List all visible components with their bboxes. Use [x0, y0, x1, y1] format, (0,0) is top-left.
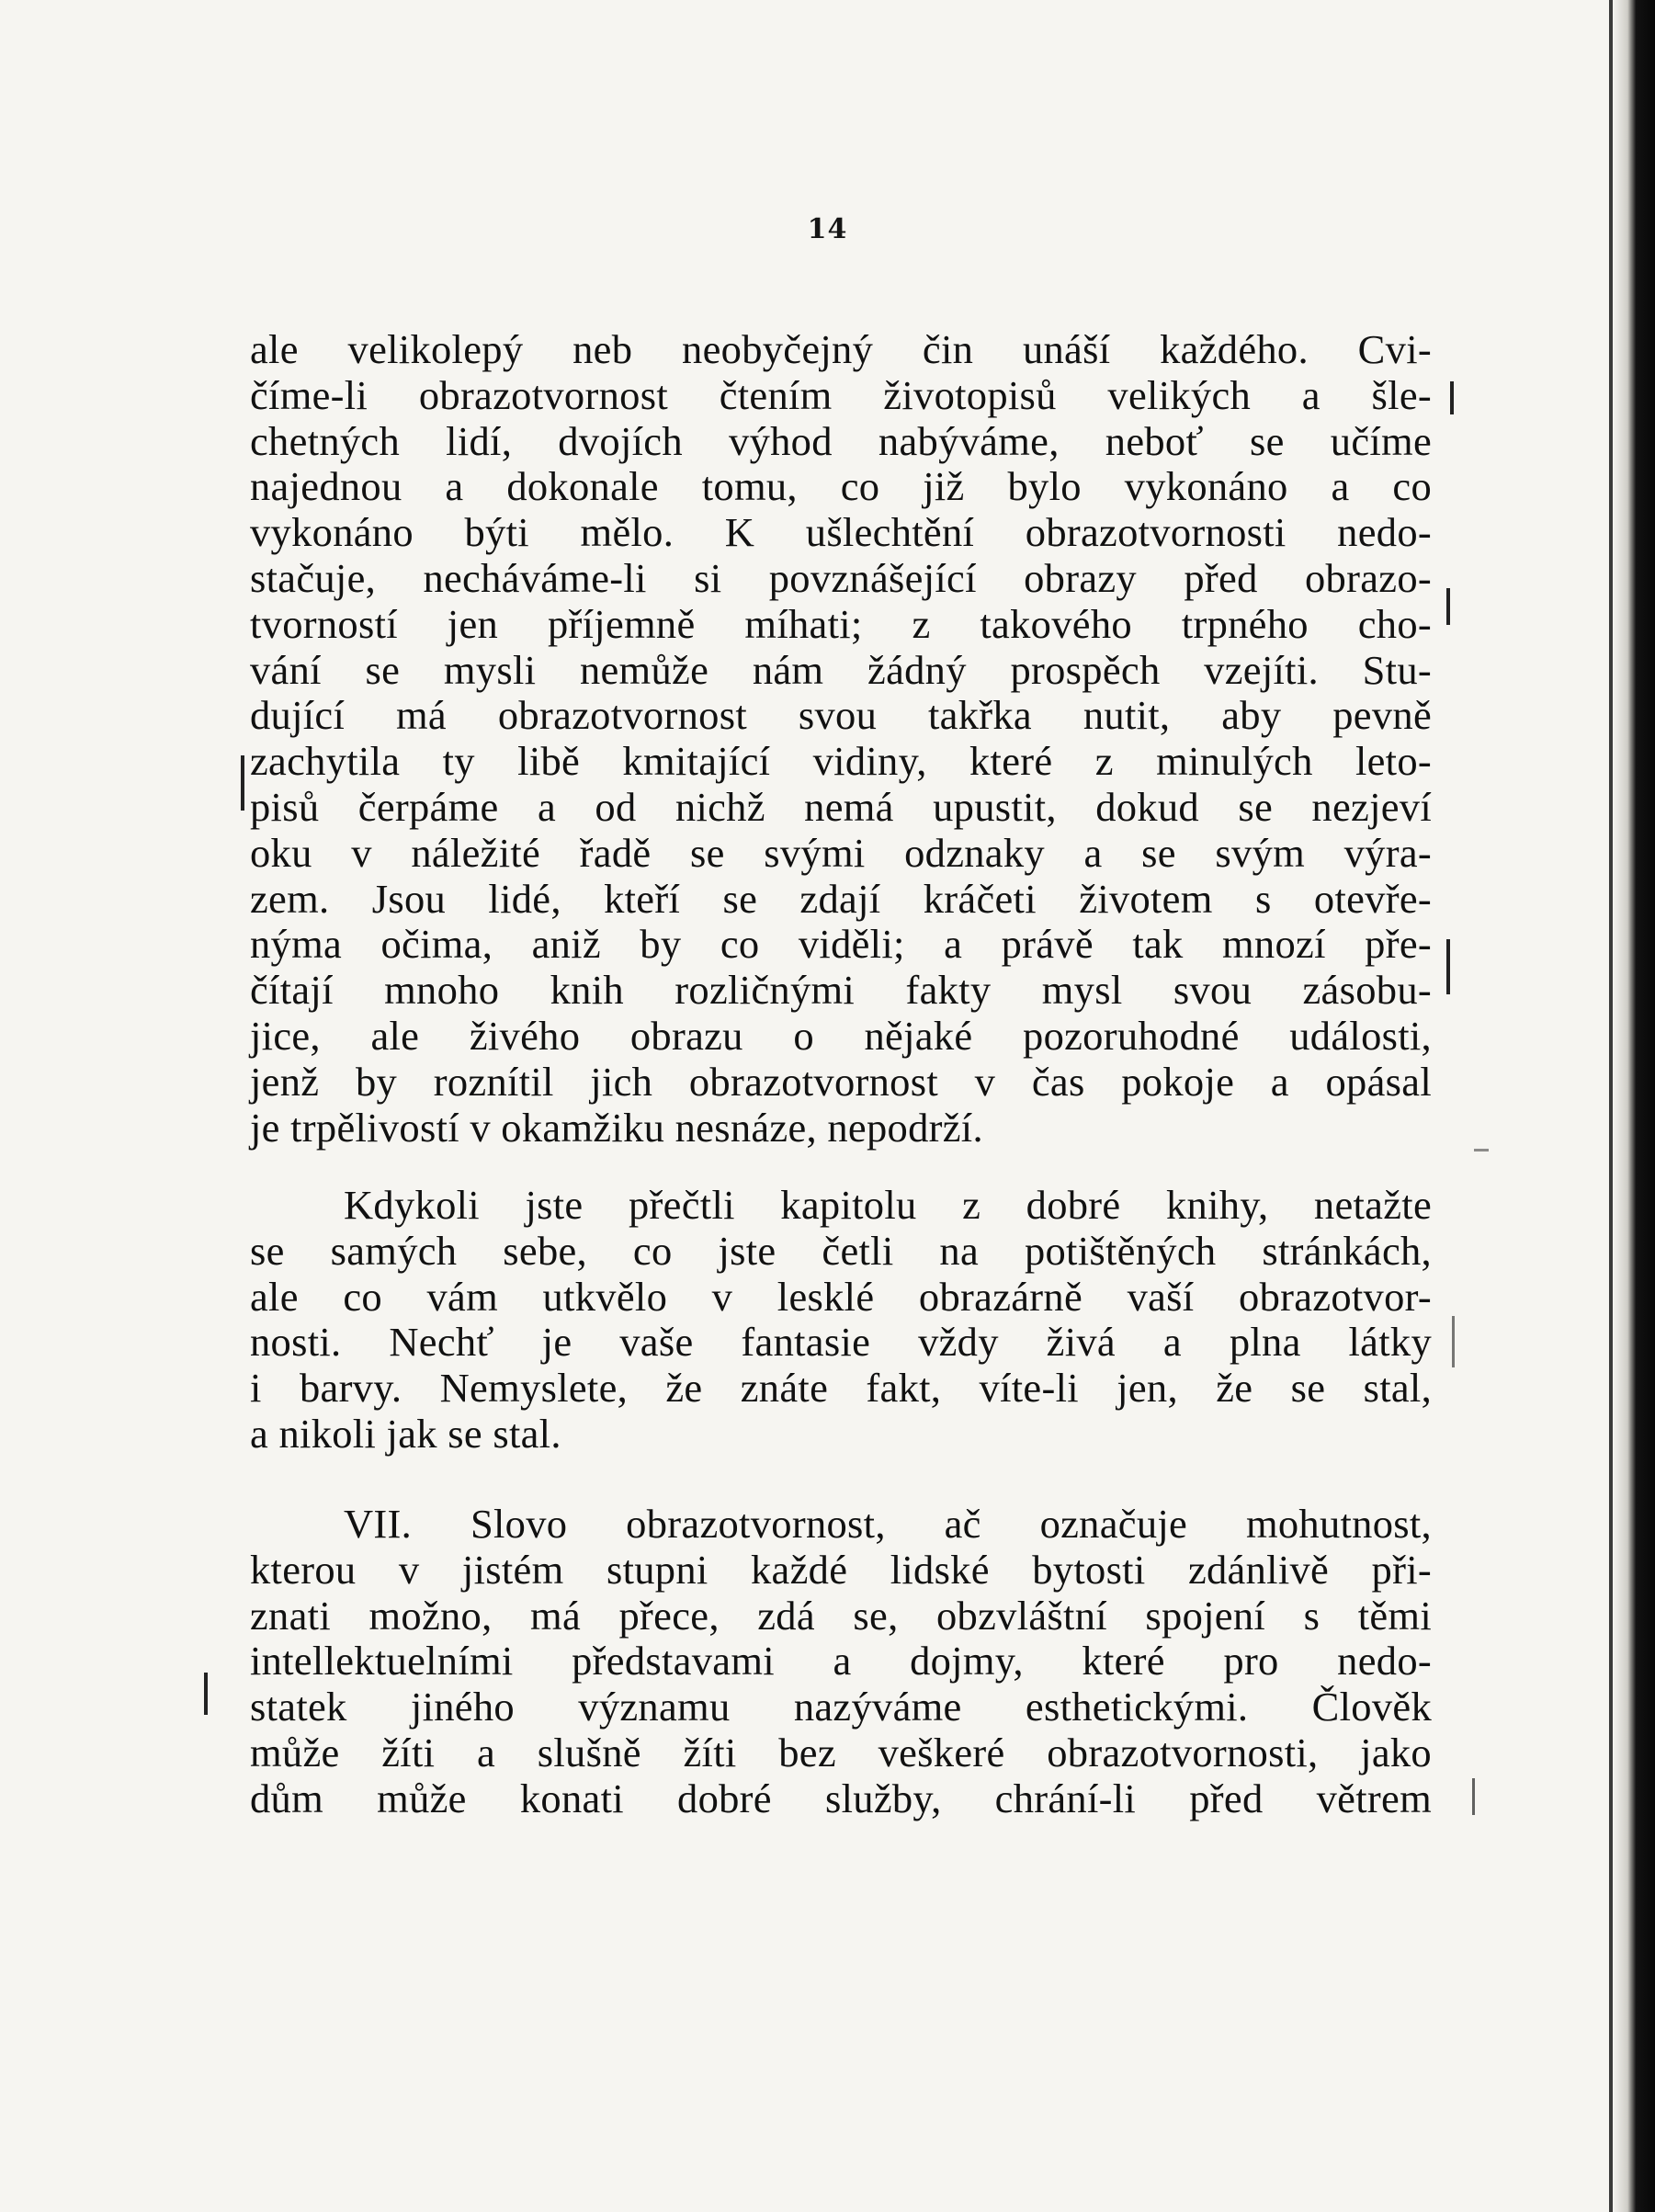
text-line: ale co vám utkvělo v lesklé obrazárně vaší obrazotvor-	[250, 1273, 1432, 1320]
scan-edge-shadow	[1613, 0, 1655, 2212]
margin-mark	[1446, 588, 1450, 625]
margin-mark	[1472, 1778, 1475, 1815]
text-line: intellektuelními představami a dojmy, které pro nedo-	[250, 1638, 1432, 1685]
text-line: statek jiného významu nazýváme esthetickými. Člověk	[250, 1684, 1432, 1730]
text-line: nosti. Nechť je vaše fantasie vždy živá a plna látky	[250, 1319, 1432, 1366]
paragraph-1	[250, 327, 1432, 1151]
text-line: dující má obrazotvornost svou takřka nutit, aby pevně	[250, 692, 1432, 739]
text-line: ale velikolepý neb neobyčejný čin unáší každého. Cvi-	[250, 326, 1432, 372]
text-line: vykonáno býti mělo. K ušlechtění obrazotvornosti nedo-	[250, 509, 1432, 556]
text-line: Kdykoli jste přečtli kapitolu z dobré knihy, netažte	[344, 1182, 1432, 1228]
text-line: vání se mysli nemůže nám žádný prospěch vzejíti. Stu-	[250, 646, 1432, 693]
text-line: chetných lidí, dvojích výhod nabýváme, neboť se učíme	[250, 417, 1432, 464]
text-line: může žíti a slušně žíti bez veškeré obrazotvornosti, jako	[250, 1729, 1432, 1775]
text-line: oku v náležité řadě se svými odznaky a se svým výra-	[250, 829, 1432, 876]
text-line: číme-li obrazotvornost čtením životopisů velikých a šle-	[250, 371, 1432, 418]
margin-mark	[1446, 939, 1450, 994]
text-line: jice, ale živého obrazu o nějaké pozoruhodné události,	[250, 1012, 1432, 1059]
paragraph-2	[250, 1183, 1432, 1458]
text-line: VII. Slovo obrazotvornost, ač označuje mohutnost,	[344, 1501, 1432, 1547]
margin-mark	[1474, 1149, 1489, 1151]
text-line: zem. Jsou lidé, kteří se zdají kráčeti životem s otevře-	[250, 875, 1432, 922]
text-line: nýma očima, aniž by co viděli; a právě tak mnozí pře-	[250, 921, 1432, 968]
text-line: pisů čerpáme a od nichž nemá upustit, dokud se nezjeví	[250, 783, 1432, 830]
text-line: zachytila ty libě kmitající vidiny, které z minulých leto-	[250, 738, 1432, 785]
text-line: dům může konati dobré služby, chrání-li před větrem	[250, 1775, 1432, 1821]
text-line: je trpělivostí v okamžiku nesnáze, nepodrží.	[250, 1104, 983, 1151]
margin-mark	[1450, 381, 1454, 414]
text-line: se samých sebe, co jste četli na potištěných stránkách,	[250, 1227, 1432, 1274]
text-line: jenž by roznítil jich obrazotvornost v čas pokoje a opásal	[250, 1058, 1432, 1105]
text-line: i barvy. Nemyslete, že znáte fakt, víte-li jen, že se stal,	[250, 1365, 1432, 1412]
text-line: tvorností jen příjemně míhati; z takového trpného cho-	[250, 600, 1432, 647]
margin-mark	[241, 755, 244, 811]
text-line: a nikoli jak se stal.	[250, 1410, 561, 1457]
text-line: čítají mnoho knih rozličnými fakty mysl svou zásobu-	[250, 967, 1432, 1014]
text-line: znati možno, má přece, zdá se, obzvláštní spojení s těmi	[250, 1592, 1432, 1639]
margin-mark	[204, 1673, 208, 1715]
paragraph-3	[250, 1502, 1432, 1822]
text-line: kterou v jistém stupni každé lidské bytosti zdánlivě při-	[250, 1546, 1432, 1593]
text-line: stačuje, necháváme-li si povznášející obrazy před obrazo-	[250, 554, 1432, 601]
margin-mark	[1452, 1316, 1455, 1367]
text-line: najednou a dokonale tomu, co již bylo vykonáno a co	[250, 463, 1432, 510]
page-number: 14	[807, 213, 848, 245]
